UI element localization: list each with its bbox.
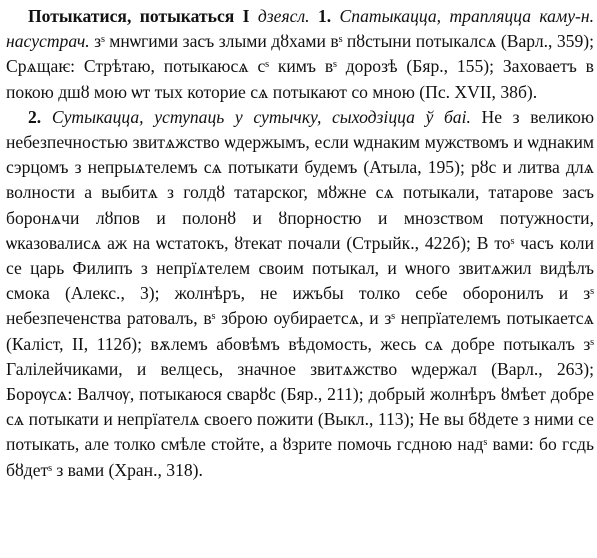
entry-headword: Потыкатися, потыкаться I — [28, 6, 250, 26]
sense-citations-2: Не з великою небезпечностью звитѧжство ѡдержымъ, если ѡднаким мужствомъ и ѡднаким сэрцомъ з непрыѧтелемъ сѧ потыкати будемъ (Атыла, 195); рȣс и литва длѧ волности а выбитѧ з голдȣ татарског, мȣжне сѧ потыкали, татарове засъ боронѧчи лȣпов и полонȣ и ȣпорностю и мнозством потужности, ѡказовалисѧ аж на ѡстатокъ, ȣтекат почали (Стрыйк., 422б); В тоˢ часъ коли се царь Филипъ з непрїѧтелем своим потыкал, и ѡного звитѧжил видѣлъ смока (Алекс., 3); жолнѣръ, не ижъбы толко себе оборонилъ и зˢ небезпеченства ратовалъ, вˢ зброю оубираетсѧ, и зˢ непрїателемъ потыкаетсѧ (Каліст, II, 112б); вѫлемъ абовѣмъ вѣдомость, жесь сѧ добре потыкалъ зˢ Галілейчиками, и велцесь, значное звитѧжство ѡдержал (Варл., 263); Борѹсѧ: Валчѹ, потыкаюся сварȣс (Бяр., 211); добрый жолнѣръ ȣмѣет добре сѧ потыкати и непрїателѧ своего пожити (Выкл., 113); Не вы бȣдете з ними се потыкать, але толко смѣле стойте, а ȣзрите помочь гсдною надˢ вами: бо гсдь бȣдетˢ з вами (Хран., 318). — [6, 106, 595, 480]
part-of-speech: дзеясл. — [257, 6, 310, 26]
entry-paragraph-sense-2 — [6, 105, 594, 483]
entry-paragraph-sense-1 — [6, 4, 594, 105]
sense-gloss-2: Сутыкацца, уступаць у сутычку, сыходзіцца ў баі. — [51, 106, 471, 127]
sense-number-1: 1. — [317, 6, 332, 26]
dictionary-entry — [6, 4, 594, 483]
sense-gloss-1: Спатыкацца, трапляцца каму-н. насустрач. — [6, 6, 594, 52]
sense-number-2: 2. — [28, 106, 42, 127]
sense-citations-1: зˢ мнѡгими засъ злыми дȣхами вˢ пȣстыни потыкалсѧ (Варл., 359); Срѧщаѥ: Стрѣтаю, потыкаюсѧ сˢ кимъ вˢ дорозѣ (Бяр., 155); Заховаетъ в покою дшȣ мою ѡт тых которие сѧ потыкают со мною (Пс. XVII, 38б). — [6, 31, 594, 102]
